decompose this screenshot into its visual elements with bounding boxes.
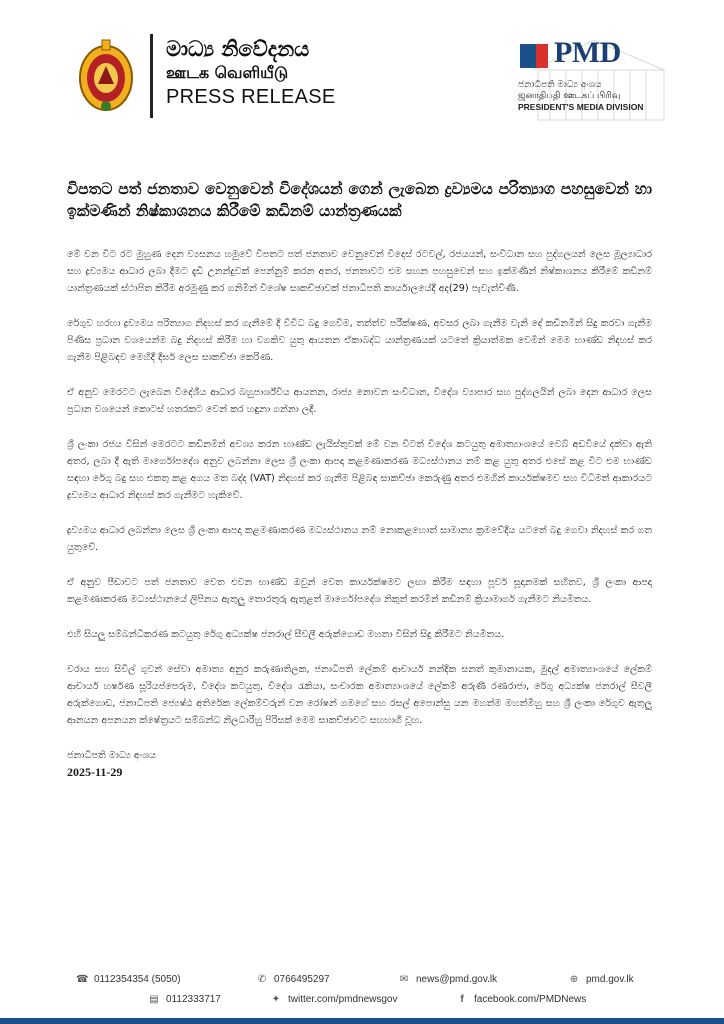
footer-mobile	[256, 974, 330, 985]
phone-number: 0112354354 (5050)	[94, 974, 181, 985]
website-link[interactable]: pmd.gov.lk	[586, 974, 634, 985]
twitter-icon: ✦	[271, 994, 281, 1005]
letterhead	[0, 0, 724, 140]
pmd-logo-text: PMD	[554, 36, 621, 69]
footer-email	[398, 974, 497, 985]
footer-facebook	[456, 994, 586, 1005]
footer-fax	[148, 994, 221, 1005]
division-sinhala: ජනාධිපති මාධ්‍ය අංශය	[518, 80, 602, 90]
heading-sinhala: මාධ්‍ය නිවේදනය	[166, 37, 310, 61]
division-names	[518, 80, 643, 113]
release-date: 2025-11-29	[67, 765, 123, 779]
globe-icon: ⊕	[569, 974, 579, 985]
contact-footer	[0, 960, 724, 1024]
footer-twitter	[270, 994, 398, 1005]
footer-bar	[0, 1018, 724, 1024]
press-release-heading	[166, 36, 336, 110]
twitter-link[interactable]: twitter.com/pmdnewsgov	[288, 994, 398, 1005]
article-paragraph: වරාය සහ සිවිල් ගුවන් සේවා අමාත්‍ය අනුර කරුණාතිලක, ජනාධිපති ලේකම් ආචාර්ය නන්දික සනත් කුමානායක, මුදල් අමාත්‍යාංශයේ ලේකම් ආචාර්ය හර්ෂණ සූරියප්පෙරුම, විදේශ කටයුතු, විදේශ රැකියා, සංචාරක අමාත්‍යාංශයේ ලේකම් අරුණි රණරාජා, රේගු අධ්‍යක්ෂ ජනරාල් සීවලී අරුක්ගොඩ, ජනාධිපති ජ්‍යෙෂ්ඨ අතිරේක ලේකම්වරුන් වන රෝෂන් ගමගේ සහ රසල් අපොන්සු යන මහත්ම මහත්මීහු සහ ශ්‍රී ලංකා රේගුව ඇතුලු ආනයන අපනයන ක්ෂේත්‍රයට සම්බන්ධ නිලධාරීහු පිරිසක් මෙම සාකච්ඡාවට සහභාගී වූහ.	[67, 664, 652, 726]
footer-website	[568, 974, 634, 985]
facebook-icon: f	[460, 994, 464, 1005]
mobile-icon: ✆	[257, 974, 267, 985]
email-link[interactable]: news@pmd.gov.lk	[416, 974, 498, 985]
article-paragraph: ඒ අනුව පීඩාවට පත් ජනතාව වෙත එවන භාණ්ඩ ඔවුන් වෙත කාර්යක්ෂමව ලඟා කිරීම සඳහා පූර්ව සූදානමක් සහිතව, ශ්‍රී ලංකා ආපදා කළමණාකරණ මධ්‍යස්ථානයේ ලිපිනය ඇතුලු තොරතුරු ඇතුළත් මාර්ගෝපදේශ නිකුත් කරමින් කඩිනම් ක්‍රියාමාර්ග ගැනීමට නියමිතය.	[67, 577, 652, 605]
article-paragraph: ඒ අනුව මෙරටට ලැබෙන විදේශීය ආධාර බහුපාර්ශ්වීය ආයතන, රාජ්‍ය නොවන සංවිධාන, විදේශ ව්‍යාපාර සහ පුද්ගලයින් ලබා දෙන ආධාර ලෙස ප්‍රධාන වශයෙන් කොටස් හතරකට වෙන් කර හඳුනා ගන්නා ලදී.	[67, 387, 652, 415]
division-tamil: ஜனாதிபதி ஊடகப் பிரிவு	[518, 91, 621, 101]
article-title: විපතට පත් ජනතාව වෙනුවෙන් විදේශයන් ගෙන් ලැබෙන ද්‍රව්‍යමය පරිත්‍යාග පහසුවෙන් හා ඉක්මණින් නිෂ්කාශනය කිරීමේ කඩිනම් යාන්ත්‍රණයක්	[67, 180, 652, 220]
phone-icon: ☎	[76, 974, 89, 985]
pmd-logo-block	[514, 30, 674, 122]
header-divider	[150, 34, 153, 118]
article-paragraph: මේ වන විට රට මුහුණ දෙන ව්‍යසනය හමුවේ විපතට පත් ජනතාව වෙනුවෙන් විදෙස් රටවල්, රජයයන්, සංවිධාන සහ පුද්ගලයන් ලෙස මූල්‍යාධාර සහ ද්‍රව්‍යමය ආධාර ලබා දීමට දැඩි උනන්දුවක් පෙන්නුම් කරන අතර, ජනතාවට එම සහන පහසුවෙන් සහ ඉක්මණින් නිෂ්කාශනය කිරීමේ කඩිනම් යාන්ත්‍රණයක් ස්ථාපිත කිරීම අරමුණු කර ගනිමින් විශේෂ සාකච්ඡාවක් ජනාධිපති කාර්යාලයේදී අද(29) පැවැත්විණි.	[67, 249, 652, 294]
facebook-link[interactable]: facebook.com/PMDNews	[474, 994, 587, 1005]
article-paragraph: ද්‍රව්‍යමය ආධාර ලබන්නා ලෙස ශ්‍රී ලංකා ආපදා කළමණාකරණ මධ්‍යස්ථානය නම් නොකළහොත් සාමාන්‍ය ක්‍රමවේදිය යටතේ බදු ගෙවා නිදහස් කර ගත යුතුවේ.	[67, 525, 652, 553]
national-emblem-icon	[76, 36, 136, 116]
signature: ජනාධිපති මාධ්‍ය අංශය	[67, 750, 156, 761]
heading-english: PRESS RELEASE	[166, 86, 336, 108]
division-english: PRESIDENT'S MEDIA DIVISION	[518, 102, 644, 112]
mobile-number: 0766495297	[274, 974, 330, 985]
heading-tamil: ஊடக வெளியீடு	[166, 63, 289, 82]
article-paragraph: එහි සියලු සම්බන්ධීකරණ කටයුතු රේගු අධ්‍යක්ෂ ජනරාල් සීවලී අරුක්ගොඩ මහතා විසින් සිදු කිරීමට නියමිතය.	[67, 629, 505, 640]
footer-phone	[76, 974, 181, 985]
article-paragraph: ශ්‍රී ලංකා රජය විසින් මෙරටට කඩිනමින් අවශ්‍ය කරන භාණ්ඩ ලැයිස්තුවක් මේ වන විටත් විදේශ කටයුතු අමාත්‍යාංශයේ වෙබ් අඩවියේ දක්වා ඇති අතර, ලබා දී ඇති මාර්ගෝපදේශ අනුව ලබන්නා ලෙස ශ්‍රී ලංකා ආපදා කළමණාකරණ මධ්‍යස්ථානය නම් කළ යුතු අතර එසේ කළ විට එම භාණ්ඩ සඳහා රේගු බදු සහ එකතු කළ අගය මත බද්ද (VAT) නිදහස් කර ගැනීම පිළිබඳ සාකච්ඡා කෙරුණු අතර එමගින් කාර්යක්ෂමව සහ විධිමත් ආකාරයට ද්‍රව්‍යමය ආධාර නිදහස් කර ගැනීමට හැකිවේ.	[67, 439, 652, 501]
fax-icon: ▤	[149, 994, 159, 1005]
fax-number: 0112333717	[166, 994, 221, 1005]
article-paragraph: රේගුව හරහා ද්‍රව්‍යමය පරිත්‍යාග නිදහස් කර ගැනීමේ දී විවිධ බදු ගෙවීම, තත්ත්ව පරීක්ෂණ, අවසර ලබා ගැනීම වැනි දේ කඩිනමින් සිදු කරවා ගැනීම පිණිස ප්‍රධාන වශයෙන්ම බදු නිදහස් කිරීම හා වගකිව යුතු ආයතන ඒකාබද්ධ යාන්ත්‍රණයක් යටතේ ක්‍රියාත්මක වෙමින් මෙම භාණ්ඩ නිදහස් කර ගැනීම පිළිබඳව මෙහිදී දීර්ඝ ලෙස සාකච්ඡා කෙරිණ.	[67, 318, 652, 363]
article-body	[67, 178, 652, 781]
email-icon: ✉	[399, 974, 409, 985]
pmd-logo-mark-icon	[520, 44, 548, 68]
